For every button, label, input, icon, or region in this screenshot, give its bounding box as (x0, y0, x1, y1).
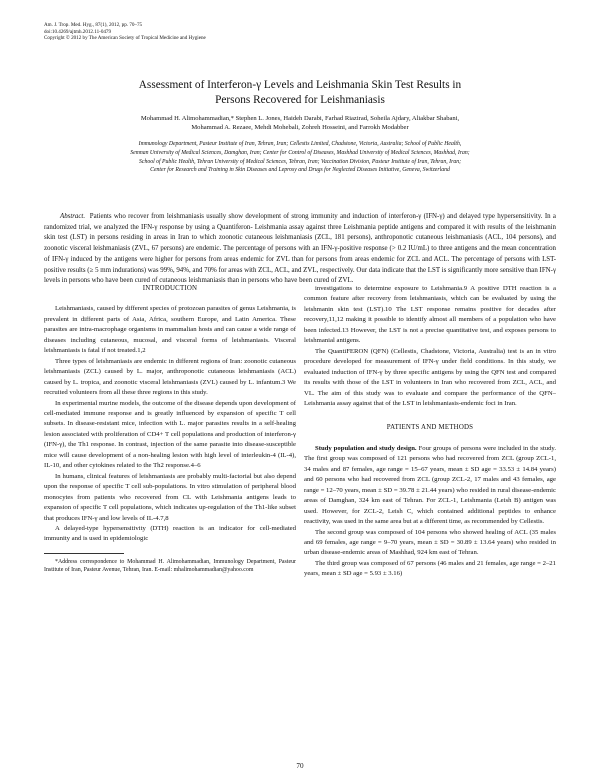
intro-paragraph: The QuantiFERON (QFN) (Cellestis, Chadstone, Victoria, Australia) test is an in vitro procedure developed for measurement of IFN-γ under field conditions. In this study, we evaluated induction of IFN-γ by three specific antigens by using the QFN test and compared its results with those of the LST in volunteers in Iran who recovered from ZCL, ACL, and VL. The aim of this study was to evaluate and compare the performance of the QFN–Leishmania assay against that of the LST in leishmaniasis-endemic foci in Iran. (304, 347, 556, 407)
authors-line-2: Mohammad A. Rezaee, Mehdi Mohebali, Zohreh Hosseini, and Farrokh Modabber (191, 124, 409, 131)
affiliation-line: School of Public Health, Tehran University of Medical Sciences, Tehran, Iran; Vaccination Division, Pasteur Institute of Iran, Tehran, Iran; (139, 158, 461, 165)
left-column (44, 284, 296, 575)
affiliation-line: Center for Research and Training in Skin Diseases and Leprosy and Drugs for Neglected Diseases Initiative, Geneva, Switzerland (150, 167, 450, 174)
intro-paragraph: Three types of leishmaniasis are endemic in different regions of Iran: zoonotic cutaneous leishmaniasis (ZCL) caused by L. major, anthroponotic cutaneous leishmaniasis (ACL) caused by L. tropica, and zoonotic visceral leishmaniasis (ZVL) caused by L. infantum.3 We recruited volunteers from all these three regions in this study. (44, 357, 296, 397)
study-population-runin: Study population and study design. (315, 444, 417, 452)
methods-paragraph-text: Four groups of persons were included in the study. The first group was composed of 121 persons who had recovered from ZCL (group ZCL-1, 34 males and 87 females, age range = 15–67 years, mean ± SD age = 33.53 ± 14.84 years) and 60 persons who had recovered from ZCL (group ZCL-2, 17 males and 43 females, age range = 12–70 years, mean ± SD = 39.78 ± 21.44 years) who resided in rural disease-endemic areas of Damghan, 324 km east of Tehran. For ZCL-1, Leishmania (Leish B) antigen was used. However, for ZCL-2, Leish C, which contained additional peptides to enhance reactivity, was used in the same area but at a different time, as recommended by Cellestis. (304, 444, 556, 526)
copyright-line: Copyright © 2012 by The American Society of Tropical Medicine and Hygiene (44, 35, 206, 42)
methods-paragraph: The third group was composed of 67 persons (46 males and 21 females, age range = 2–21 years, mean ± SD age = 5.93 ± 3.16) (304, 559, 556, 578)
title-line-2: Persons Recovered for Leishmaniasis (215, 94, 385, 106)
title-line-1: Assessment of Interferon-γ Levels and Leishmania Skin Test Results in (138, 79, 462, 91)
intro-paragraph: In humans, clinical features of leishmaniasis are probably multi-factorial but also depend upon the response of specific T cell sub-populations. In vitro stimulation of peripheral blood monocytes from patients who recovered from CL with Leishmania antigens leads to expansion of specific T cell populations, which indicates up-regulation of the Th1-like subset that produces IFN-γ and low levels of IL-4.7,8 (44, 472, 296, 522)
author-list (60, 114, 540, 132)
footnote-rule (44, 553, 124, 554)
journal-citation: Am. J. Trop. Med. Hyg., 87(1), 2012, pp. 70–75 (44, 22, 143, 28)
right-column (304, 284, 556, 580)
methods-paragraph: The second group was composed of 104 persons who showed healing of ACL (35 males and 69 females, age range = 9–70 years, mean ± SD = 30.89 ± 13.64 years) who resided in urban disease-endemic areas of Mashhad, 924 km east of Tehran. (304, 528, 556, 557)
journal-header (44, 22, 564, 42)
affiliations (44, 140, 556, 175)
intro-paragraph: investigations to determine exposure to Leishmania.9 A positive DTH reaction is a common feature after recovery from leishmaniasis, which can be evaluated by using the leishmanin skin test (LST).10 The LST response remains positive for decades after recovery,11,12 making it possible to identify almost all members of a population who have been infected.13 However, the LST is not a precise quantitative test, and exposes persons to leishmanial antigens. (304, 285, 556, 345)
intro-paragraph: In experimental murine models, the outcome of the disease depends upon development of cell-mediated immune response and is greatly influenced by expansion of specific T cell subsets. In disease-resistant mice, infection with L. major parasites results in a self-healing lesion associated with proliferation of CD4+ T cell populations and production of interferon-γ (IFN-γ), the Th1 response. In contrast, injection of the same parasite into disease-susceptible mice will cause development of a non-healing lesion with high level of interleukin-4 (IL-4), IL-10, and other cytokines related to the Th2 response.4–6 (44, 399, 296, 470)
methods-heading: PATIENTS AND METHODS (386, 424, 474, 432)
article-title (60, 78, 540, 108)
affiliation-line: Immunology Department, Pasteur Institute of Iran, Tehran, Iran; Cellestis Limited, Chadstone, Victoria, Australia; School of Public Health, (138, 141, 462, 147)
doi-line: doi:10.4269/ajtmh.2012.11-0479 (44, 28, 112, 35)
affiliation-line: Semnan University of Medical Sciences, Damghan, Iran; Center for Control of Diseases, Mashhad University of Medical Sciences, Mashhad, Iran; (130, 149, 470, 156)
intro-paragraph: Leishmaniasis, caused by different species of protozoan parasites of genus Leishmania, is prevalent in different parts of Asia, Africa, southern Europe, and Latin America. These parasites are intra-macrophage organisms in mammalian hosts and can cause a wide range of diseases including cutaneous, mucosal, and visceral forms of leishmaniasis. Visceral leishmaniasis is fatal if not treated.1,2 (44, 305, 296, 355)
page-number: 70 (296, 762, 304, 770)
intro-paragraph: A delayed-type hypersensitivity (DTH) reaction is an indicator for cell-mediated immunity and is used in epidemiologic (44, 524, 296, 543)
authors-line-1: Mohammad H. Alimohammadian,* Stephen L. Jones, Haideh Darabi, Farhad Riazirad, Soheila Ajdary, Aliakbar Shabani, (140, 115, 460, 122)
introduction-heading: INTRODUCTION (142, 285, 198, 292)
methods-paragraph (304, 444, 556, 528)
correspondence-footnote: *Address correspondence to Mohammad H. Alimohammadian, Immunology Department, Pasteur Institute of Iran, Pasteur Avenue, Tehran, Iran. E-mail: mhalimohammadian@yahoo.com (44, 558, 296, 574)
abstract (44, 212, 556, 287)
abstract-text: Patients who recover from leishmaniasis usually show development of strong immunity and induction of interferon-γ (IFN-γ) and delayed type hypersensitivity. In a randomized trial, we analyzed the IFN-γ response by using a Quantiferon- Leishmania assay against three Leishmania peptide antigens and compared it with results of the leishmanin skin test (LST) in persons residing in areas in Iran to which zoonotic cutaneous leishmaniasis (ZCL, 181 persons), anthroponotic cutaneous leishmaniasis (ACL, 104 persons), and zoonotic visceral leishmaniasis (ZVL, 67 persons) are endemic. The percentage of persons with an IFN-γ-positive response (> 0.2 IU/mL) to three antigens and the mean concentration of IFN-γ induced by the antigens were higher for persons from areas endemic for ZVL than for persons from areas endemic for ZCL and ACL. The percentage of persons with LST-positive results (≥ 5 mm indurations) was 99%, 94%, and 70% for areas with ZCL, ACL, and ZVL, respectively. Our data indicate that the LST is significantly more sensitive than IFN-γ levels in persons who have been cured of cutaneous leishmaniasis than in persons who have been cured of ZVL. (44, 213, 556, 285)
abstract-label: Abstract. (60, 213, 86, 220)
